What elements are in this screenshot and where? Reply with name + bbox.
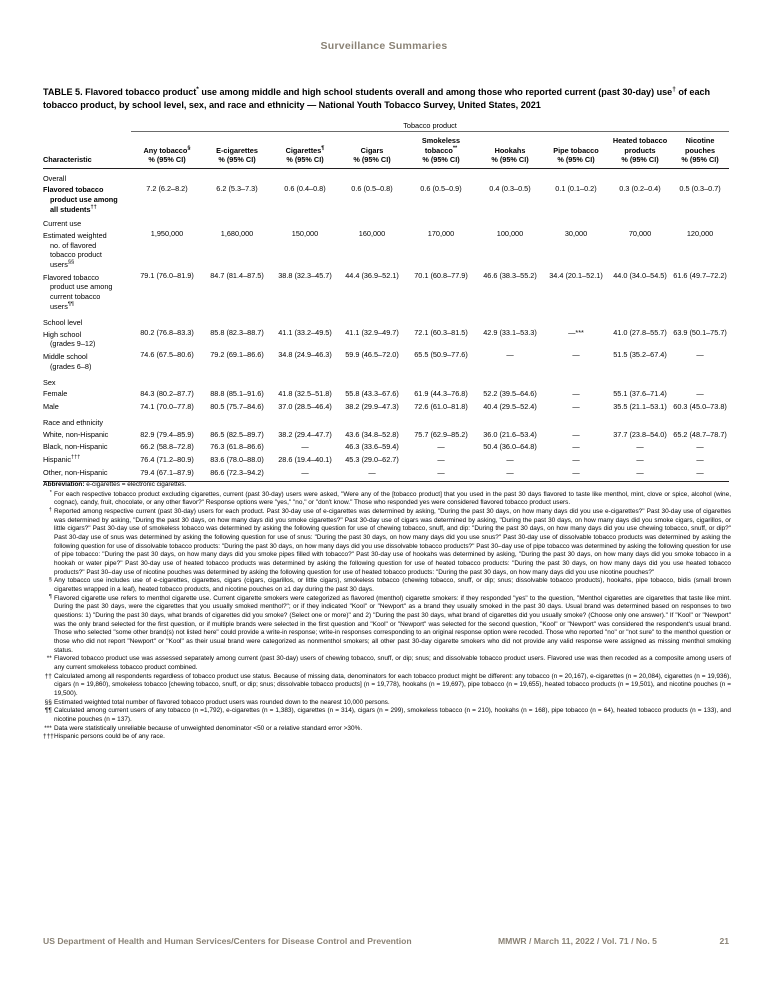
row-label-white: White, non-Hispanic (43, 429, 109, 439)
footnote-asterisk-marker: * (49, 490, 52, 497)
cell-male-cigars: 38.2 (29.9–47.3) (345, 402, 399, 412)
cell-high-school-cigars: 41.1 (32.9–49.7) (345, 328, 399, 337)
footnote-pilcrow-marker: ¶ (49, 594, 52, 601)
cell-current-users-heated: 44.0 (34.0–54.5) (613, 271, 667, 281)
cell-white-smokeless: 75.7 (62.9–85.2) (414, 429, 468, 439)
footnote-triple-dagger-marker: ††† (43, 733, 54, 741)
row-label-male: Male (43, 402, 59, 412)
cell-other-any-tobacco: 79.4 (67.1–87.9) (140, 467, 194, 477)
cell-other-heated: — (636, 467, 644, 477)
cell-black-hookahs: 50.4 (36.0–64.8) (483, 442, 537, 452)
cell-black-e-cigarettes: 76.3 (61.8–86.6) (210, 442, 264, 452)
row-label-all-students-l2: product use among (50, 194, 118, 204)
col-header-cigarettes-sup: ¶ (321, 145, 325, 152)
cell-middle-school-cigars: 59.9 (46.5–72.0) (345, 350, 399, 360)
row-label-hispanic-sup: ††† (70, 454, 81, 461)
cell-current-users-smokeless: 70.1 (60.8–77.9) (414, 271, 468, 281)
footnotes-block (43, 481, 731, 742)
table-title-sup2: † (672, 85, 676, 93)
table-title-part1: TABLE 5. Flavored tobacco product (43, 87, 197, 97)
cell-other-pipe: — (572, 467, 580, 477)
cell-weighted-e-cigarettes: 1,680,000 (220, 229, 254, 239)
col-header-pipe-tobacco (543, 136, 609, 168)
cell-all-students-any-tobacco: 7.2 (6.2–8.2) (146, 183, 188, 193)
cell-weighted-nicotine: 120,000 (686, 229, 714, 239)
group-header-sex-label: Sex (43, 377, 56, 387)
row-label-high-school (43, 328, 131, 350)
cell-high-school-any-tobacco: 80.2 (76.8–83.3) (140, 328, 194, 337)
footnote-double-section-marker: §§ (44, 698, 52, 706)
table-row-male (43, 401, 729, 414)
cell-high-school-nicotine: 63.9 (50.1–75.7) (673, 328, 727, 337)
cell-other-nicotine: — (696, 467, 704, 477)
cell-white-heated: 37.7 (23.8–54.0) (613, 429, 667, 439)
cell-middle-school-e-cigarettes: 79.2 (69.1–86.6) (210, 350, 264, 360)
cell-current-users-nicotine: 61.6 (49.7–72.2) (673, 271, 727, 281)
cell-female-heated: 55.1 (37.6–71.4) (613, 389, 667, 399)
group-header-school-level-label: School level (43, 318, 83, 327)
footer-citation: MMWR / March 11, 2022 / Vol. 71 / No. 5 (498, 936, 657, 946)
col-header-smokeless-tobacco: Smokeless tobacco** % (95% CI) (421, 136, 461, 165)
col-header-characteristic: Characteristic (43, 155, 92, 165)
cell-all-students-cigars: 0.6 (0.5–0.8) (351, 183, 393, 193)
cell-other-smokeless: — (437, 467, 445, 477)
cell-high-school-heated: 41.0 (27.8–55.7) (613, 328, 667, 337)
table-row-white (43, 428, 729, 441)
footnote-double-section (43, 699, 731, 708)
spanner-row (43, 121, 729, 132)
group-header-sex (43, 373, 729, 388)
cell-middle-school-any-tobacco: 74.6 (67.5–80.6) (140, 350, 194, 360)
cell-male-nicotine: 60.3 (45.0–73.8) (673, 402, 727, 412)
footnote-double-asterisk (43, 655, 731, 672)
cell-white-pipe: — (572, 429, 580, 439)
group-header-school-level (43, 313, 729, 328)
footnote-abbreviation (43, 481, 731, 490)
row-label-current-users-sup: ¶¶ (67, 301, 74, 308)
table-row-weighted-number (43, 229, 729, 271)
col-header-hookahs-name: Hookahs (494, 145, 526, 155)
footer-page-number: 21 (719, 936, 729, 946)
footnote-dagger-text: Reported among respective current (past 30-day) users for each product. Past 30-day use of e-cigarettes was determined by asking, "During the past 30 days, on how many days did you use e-cigarettes?" Past 30-day use of cigarettes was determined by asking, "During the past 30 days, on how many days did you smoke cigarettes?" Past 30-day use of cigars was determined by asking, "During the past 30 days, on how many days did you smoke cigars, cigarillos, or little cigars?" Past 30-day use of smokeless tobacco was determined by asking the following question for use of chewing tobacco, snuff, and dip: "During the past 30 days, on how many days did you use chewing tobacco, snuff, or dip?" Past 30-day use of snus was determined by asking the following question for use of snus: "During the past 30 days, on how many days did you use snus?" Past 30-day use of dissolvable tobacco products was determined by asking the following question for use of dissolvable tobacco products: "During the past 30 days, on how many days did you use dissolvable tobacco products?" Past 30–day use of pipe tobacco was determined by asking the following question for use of pipe tobacco: "During the past 30 days, on how many days did you smoke pipes filled with tobacco?" Past 30-day use of hookahs was determined by asking, "During the past 30 days, on how many days did you smoke tobacco in a hookah or water pipe?" Past 30-day use of heated tobacco products was determined by asking the following question for use of heated tobacco products: "During the past 30 days, on how many days did you use heated tobacco products?" Past 30–day use of nicotine pouches was determined by asking the following question for use of heated tobacco products: "During the past 30 days, on how many days did you use nicotine pouches?" (54, 508, 731, 576)
row-label-other: Other, non-Hispanic (43, 467, 108, 477)
footnote-double-section-text: Estimated weighted total number of flavored tobacco product users was rounded down to the nearest 10,000 persons. (54, 698, 390, 706)
cell-male-cigarettes: 37.0 (28.5–46.4) (278, 402, 332, 412)
row-label-black: Black, non-Hispanic (43, 442, 108, 452)
cell-middle-school-hookahs: — (506, 350, 514, 360)
cell-current-users-e-cigarettes: 84.7 (81.4–87.5) (210, 271, 264, 281)
cell-white-cigars: 43.6 (34.8–52.8) (345, 429, 399, 439)
col-header-cigarettes (271, 136, 339, 168)
footnote-pilcrow-text: Flavored cigarette use refers to menthol cigarette use. Current cigarette smokers were categorized as flavored (menthol) cigarette smokers: if they responded "yes" to the question, "Menthol cigarettes are cigarettes that taste like mint. During the past 30 days, were the cigarettes that you usually smoked menthol?"; or if they indicated "Kool" or "Newport" as a brand they usually smoked in the past 30 days. Usual brand was determined based on responses to two questions: 1) "During the past 30 days, what brands of cigarettes did you smoke? (Select one or more)" and 2) "During the past 30 days, what brand of cigarettes did you usually smoke? (Choose only one answer)." If "Kool" or "Newport" was the only brand selected for the first question, or if multiple brands were selected in the first question and "Kool" or "Newport" was selected for the second question, "Kool" or "Newport" was considered the respondent's usual brand. Those who selected "some other brand(s) not listed here" could provide a write-in response; write-in responses corresponding to an original response option were recoded. Those who reported "no" or "not sure" to the menthol question or those who did not report "Newport" or "Kool" as their usual brand were categorized as nonmenthol smokers; all other past 30-day cigarette smokers who did not provide any valid response were assigned as missing menthol smoking status. (54, 594, 731, 654)
cell-black-any-tobacco: 66.2 (58.8–72.8) (140, 442, 194, 452)
col-header-heated-tobacco-products: Heated tobacco products % (95% CI) (612, 136, 668, 165)
cell-female-nicotine: — (696, 389, 704, 399)
col-header-any-tobacco-name: Any tobacco (143, 145, 188, 155)
cell-all-students-cigarettes: 0.6 (0.4–0.8) (284, 183, 326, 193)
row-label-weighted-l3: tobacco product (50, 250, 102, 260)
col-header-cigarettes-sub: % (95% CI) (286, 155, 324, 165)
table-title (43, 86, 729, 112)
row-label-current-users-l1: Flavored tobacco (43, 272, 99, 282)
footnote-triple-asterisk (43, 725, 731, 734)
row-label-all-students-l3-wrap (43, 205, 127, 215)
row-label-current-users (43, 271, 131, 313)
table-row-black (43, 441, 729, 454)
footnote-section-text: Any tobacco use includes use of e-cigarettes, cigarettes, cigars (cigars, cigarillos, or little cigars), smokeless tobacco (chewing tobacco, snuff, or dip; snus; dissolvable tobacco products), hookahs, pipe tobacco, bidis (small brown cigarettes wrapped in a leaf), heated tobacco products, and nicotine pouches on ≥1 day during the past 30 days. (54, 577, 731, 594)
cell-middle-school-pipe: — (572, 350, 580, 360)
footnote-section (43, 577, 731, 594)
cell-weighted-cigars: 160,000 (358, 229, 386, 239)
footnote-dagger-marker: † (48, 507, 52, 514)
cell-white-nicotine: 65.2 (48.7–78.7) (673, 429, 727, 439)
cell-male-any-tobacco: 74.1 (70.0–77.8) (140, 402, 194, 412)
cell-hispanic-any-tobacco: 76.4 (71.2–80.9) (140, 455, 194, 465)
group-header-race-label: Race and ethnicity (43, 418, 104, 428)
col-header-cigars-sub: % (95% CI) (353, 155, 391, 165)
col-header-cigars (339, 136, 405, 168)
cell-white-any-tobacco: 82.9 (79.4–85.9) (140, 429, 194, 439)
cell-middle-school-heated: 51.5 (35.2–67.4) (613, 350, 667, 360)
row-label-weighted-number (43, 229, 131, 271)
row-label-hispanic (43, 454, 131, 467)
cell-current-users-any-tobacco: 79.1 (76.0–81.9) (140, 271, 194, 281)
cell-male-hookahs: 40.4 (29.5–52.4) (483, 402, 537, 412)
cell-female-e-cigarettes: 88.8 (85.1–91.6) (210, 389, 264, 399)
footnote-asterisk (43, 491, 731, 508)
cell-white-hookahs: 36.0 (21.6–53.4) (483, 429, 537, 439)
col-header-any-tobacco-sup: § (187, 145, 191, 152)
row-label-current-users-l3: current tobacco (50, 292, 101, 302)
cell-high-school-hookahs: 42.9 (33.1–53.3) (483, 328, 537, 337)
col-header-cigars-name: Cigars (360, 145, 384, 155)
cell-black-nicotine: — (696, 442, 704, 452)
col-header-any-tobacco-sub: % (95% CI) (148, 155, 186, 165)
data-table (43, 121, 729, 482)
col-header-hookahs-sub: % (95% CI) (491, 155, 529, 165)
footnote-section-marker: § (48, 576, 52, 583)
cell-female-pipe: — (572, 389, 580, 399)
footnote-asterisk-text: For each respective tobacco product excluding cigarettes, current (past 30-day) users were asked, "Were any of the [tobacco product] that you used in the past 30 days flavored to taste like menthol, mint, clove or spice, alcohol (wine, cognac), candy, fruit, chocolate, or any other flavor?" Response options were "yes," "no," or "don't know." Those who responded yes were considered flavored tobacco product users. (54, 490, 731, 507)
col-header-any-tobacco (131, 136, 203, 168)
cell-weighted-any-tobacco: 1,950,000 (150, 229, 184, 239)
cell-all-students-nicotine: 0.5 (0.3–0.7) (679, 183, 721, 193)
cell-male-smokeless: 72.6 (61.0–81.8) (414, 402, 468, 412)
col-header-smokeless-tobacco-sup: ** (452, 145, 458, 152)
cell-female-cigars: 55.8 (43.3–67.6) (345, 389, 399, 399)
cell-male-pipe: — (572, 402, 580, 412)
cell-high-school-e-cigarettes: 85.8 (82.3–88.7) (210, 328, 264, 337)
footnote-double-asterisk-marker: ** (46, 655, 52, 663)
col-header-nicotine-pouches-sub: % (95% CI) (681, 155, 719, 165)
cell-hispanic-pipe: — (572, 455, 580, 465)
column-header-row (43, 136, 729, 168)
col-header-nicotine-pouches (671, 136, 729, 168)
footnote-abbreviation-label: Abbreviation: (43, 481, 85, 488)
table-row-current-users (43, 271, 729, 313)
col-header-e-cigarettes-name: E-cigarettes (216, 145, 258, 155)
row-label-middle-school-l1: Middle school (43, 351, 88, 361)
row-label-hispanic-text: Hispanic (43, 455, 71, 465)
table-row-middle-school (43, 350, 729, 372)
cell-current-users-pipe: 34.4 (20.1–52.1) (549, 271, 603, 281)
table-row-all-students (43, 184, 729, 216)
running-head: Surveillance Summaries (320, 40, 448, 52)
footnote-abbreviation-text: e-cigarettes = electronic cigarettes. (84, 481, 187, 488)
spanner-label: Tobacco product (403, 120, 457, 130)
cell-female-cigarettes: 41.8 (32.5–51.8) (278, 389, 332, 399)
cell-black-pipe: — (572, 442, 580, 452)
cell-current-users-cigars: 44.4 (36.9–52.1) (345, 271, 399, 281)
row-label-all-students (43, 184, 131, 216)
cell-all-students-heated: 0.3 (0.2–0.4) (619, 183, 661, 193)
cell-middle-school-nicotine: — (696, 350, 704, 360)
row-label-weighted-l2: no. of flavored (50, 240, 97, 250)
cell-black-cigarettes: — (301, 442, 309, 452)
col-header-e-cigarettes-sub: % (95% CI) (218, 155, 256, 165)
footnote-dagger (43, 508, 731, 577)
cell-all-students-pipe: 0.1 (0.1–0.2) (555, 183, 597, 193)
table-title-sup1: * (196, 85, 199, 93)
col-header-e-cigarettes (203, 136, 271, 168)
cell-white-e-cigarettes: 86.5 (82.5–89.7) (210, 429, 264, 439)
cell-high-school-smokeless: 72.1 (60.3–81.5) (414, 328, 468, 337)
cell-hispanic-cigars: 45.3 (29.0–62.7) (345, 455, 399, 465)
cell-all-students-smokeless: 0.6 (0.5–0.9) (420, 183, 462, 193)
cell-male-e-cigarettes: 80.5 (75.7–84.6) (210, 402, 264, 412)
row-label-weighted-sup: §§ (67, 259, 75, 266)
col-header-pipe-tobacco-sub: % (95% CI) (557, 155, 595, 165)
cell-black-heated: — (636, 442, 644, 452)
cell-middle-school-smokeless: 65.5 (50.9–77.6) (414, 350, 468, 360)
cell-black-cigars: 46.3 (33.6–59.4) (345, 442, 399, 452)
footnote-double-pilcrow-text: Calculated among current users of any tobacco (n =1,792), e-cigarettes (n = 1,383), cigarettes (n = 314), cigars (n = 299), smokeless tobacco (n = 210), hookahs (n = 168), pipe tobacco (n = 64), heated tobacco products (n = 133), and nicotine pouches (n = 137). (54, 707, 731, 724)
footnote-double-asterisk-text: Flavored tobacco product use was assessed separately among current (past 30-day) users of chewing tobacco, snuff, or dip; snus; and dissolvable tobacco product users. Flavored use was then recoded as a composite among users of any current smokeless tobacco product combined. (54, 655, 731, 672)
col-header-nicotine-pouches-name: Nicotine pouches (685, 136, 716, 155)
table-row-female (43, 388, 729, 401)
cell-other-cigarettes: — (301, 467, 309, 477)
row-label-all-students-l3: all students (50, 204, 91, 214)
col-header-heated-tobacco-sub: % (95% CI) (621, 155, 659, 165)
cell-middle-school-cigarettes: 34.8 (24.9–46.3) (278, 350, 332, 360)
col-header-smokeless-tobacco-sub: % (95% CI) (422, 155, 460, 165)
cell-female-any-tobacco: 84.3 (80.2–87.7) (140, 389, 194, 399)
row-label-middle-school (43, 350, 131, 372)
cell-high-school-cigarettes: 41.1 (33.2–49.5) (278, 328, 332, 337)
cell-male-heated: 35.5 (21.1–53.1) (613, 402, 667, 412)
cell-hispanic-heated: — (636, 455, 644, 465)
cell-weighted-cigarettes: 150,000 (291, 229, 319, 239)
footnote-pilcrow (43, 595, 731, 656)
group-header-race (43, 413, 729, 428)
group-header-overall (43, 169, 729, 184)
cell-female-smokeless: 61.9 (44.3–76.8) (414, 389, 468, 399)
row-label-weighted-l1: Estimated weighted (43, 230, 107, 240)
cell-hispanic-smokeless: — (437, 455, 445, 465)
cell-current-users-hookahs: 46.6 (38.3–55.2) (483, 271, 537, 281)
row-label-female: Female (43, 389, 68, 399)
group-header-current-use-label: Current use (43, 219, 82, 229)
cell-weighted-pipe: 30,000 (564, 229, 588, 239)
row-label-current-users-l4-wrap (43, 302, 127, 312)
cell-female-hookahs: 52.2 (39.5–64.6) (483, 389, 537, 399)
row-label-all-students-l1: Flavored tobacco (43, 185, 104, 195)
col-header-cigarettes-name: Cigarettes (285, 145, 322, 155)
col-header-pipe-tobacco-name: Pipe tobacco (553, 145, 599, 155)
row-label-all-students-sup: †† (90, 204, 97, 211)
cell-hispanic-hookahs: — (506, 455, 514, 465)
cell-current-users-cigarettes: 38.8 (32.3–45.7) (278, 271, 332, 281)
footnote-triple-asterisk-text: Data were statistically unreliable because of unweighted denominator <50 or a relative standard error >30%. (54, 724, 363, 732)
row-label-current-users-l2: product use among (50, 282, 113, 292)
cell-all-students-hookahs: 0.4 (0.3–0.5) (489, 183, 531, 193)
group-header-overall-label: Overall (43, 173, 67, 183)
table-title-part3: of each tobacco product, by school level, sex, and race and ethnicity — National Youth Tobacco Survey, United States, 2021 (43, 87, 711, 110)
footnote-triple-dagger (43, 733, 731, 742)
cell-other-cigars: — (368, 467, 376, 477)
footnote-double-pilcrow-marker: ¶¶ (44, 707, 52, 715)
cell-weighted-smokeless: 170,000 (427, 229, 455, 239)
cell-hispanic-cigarettes: 28.6 (19.4–40.1) (278, 455, 332, 465)
row-label-current-users-l4: users (50, 301, 68, 311)
table-title-part2: use among middle and high school students overall and among those who reported current (past 30-day) use (198, 87, 673, 97)
cell-weighted-heated: 70,000 (628, 229, 652, 239)
table-row-other (43, 466, 729, 479)
cell-hispanic-e-cigarettes: 83.6 (78.0–88.0) (210, 455, 264, 465)
cell-all-students-e-cigarettes: 6.2 (5.3–7.3) (216, 183, 258, 193)
cell-other-hookahs: — (506, 467, 514, 477)
col-header-heated-tobacco-name2: products (624, 145, 656, 155)
row-label-weighted-l4: users (50, 259, 68, 269)
spanner-blank (43, 121, 131, 132)
table-row-hispanic (43, 454, 729, 467)
footer-agency: US Department of Health and Human Services/Centers for Disease Control and Prevention (43, 936, 412, 946)
col-header-smokeless-tobacco-name2: tobacco (424, 145, 453, 155)
footnote-triple-dagger-text: Hispanic persons could be of any race. (54, 733, 165, 741)
cell-black-smokeless: — (437, 442, 445, 452)
footnote-double-dagger-marker: †† (44, 672, 52, 680)
row-label-middle-school-l2: (grades 6–8) (50, 361, 92, 371)
cell-weighted-hookahs: 100,000 (496, 229, 524, 239)
cell-hispanic-nicotine: — (696, 455, 704, 465)
group-header-current-use (43, 216, 729, 230)
row-label-weighted-l4-wrap (43, 260, 127, 270)
table-5-block (43, 86, 729, 482)
footnote-double-dagger (43, 673, 731, 699)
row-label-high-school-l1: High school (43, 329, 82, 339)
cell-high-school-pipe: —*** (568, 328, 584, 337)
row-label-high-school-l2: (grades 9–12) (50, 339, 96, 349)
col-header-hookahs (477, 136, 543, 168)
footnote-triple-asterisk-marker: *** (44, 724, 52, 732)
footnote-double-dagger-text: Calculated among all respondents regardless of tobacco product use status. Because of missing data, denominators for each tobacco product might be different: any tobacco (n = 20,167), e-cigarettes (n = 20,084), cigarettes (n = 19,936), cigars (n = 19,860), smokeless tobacco [chewing tobacco, snuff, or dip; snus; dissolvable tobacco products] (n = 19,778), hookahs (n = 19,697), pipe tobacco (n = 19,655), heated tobacco products (n = 19,501), and nicotine pouches (n = 19,500). (54, 672, 731, 698)
cell-white-cigarettes: 38.2 (29.4–47.7) (278, 429, 332, 439)
cell-other-e-cigarettes: 86.6 (72.3–94.2) (210, 467, 264, 477)
footnote-double-pilcrow (43, 707, 731, 724)
table-row-high-school (43, 328, 729, 350)
